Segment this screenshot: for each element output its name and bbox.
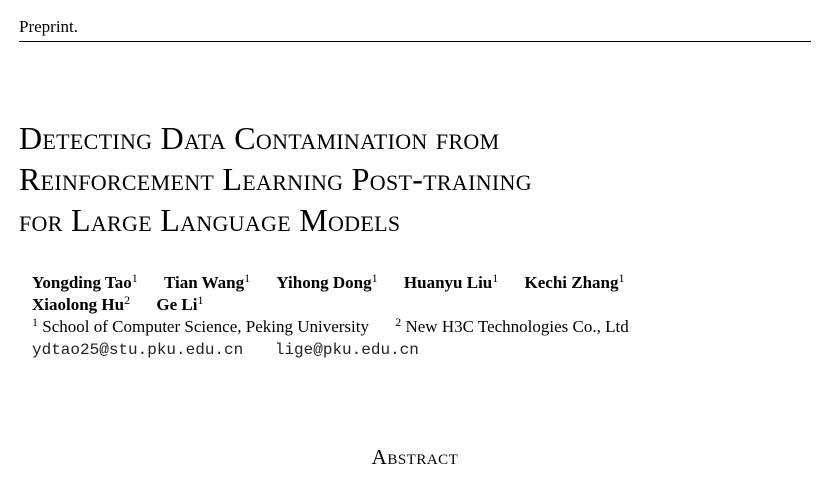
email-link[interactable]: lige@pku.edu.cn (274, 341, 419, 359)
affiliation (395, 317, 629, 336)
author-affil-mark: 1 (371, 271, 378, 285)
title-line-2: Reinforcement Learning Post-training (19, 161, 532, 197)
author-affil-mark: 1 (197, 293, 204, 307)
affiliation-text: School of Computer Science, Peking University (42, 317, 369, 336)
email-row (32, 338, 812, 362)
author-affil-mark: 1 (244, 271, 251, 285)
author-affil-mark: 1 (131, 271, 138, 285)
running-header: Preprint. (19, 17, 79, 36)
author-affil-mark: 1 (492, 271, 499, 285)
author-name: Xiaolong Hu (32, 295, 125, 314)
affiliation-number: 2 (395, 315, 402, 329)
author-affil-mark: 2 (124, 293, 131, 307)
author (164, 273, 250, 292)
author-affil-mark: 1 (618, 271, 625, 285)
author (32, 273, 138, 292)
affiliation-row (32, 316, 812, 338)
header-rule (19, 41, 811, 42)
paper-title (19, 118, 809, 241)
affiliation-number: 1 (32, 315, 38, 329)
author-name: Ge Li (156, 295, 198, 314)
title-line-3: for Large Language Models (19, 202, 401, 238)
author-name: Yihong Dong (276, 273, 372, 292)
author-row-2 (32, 294, 812, 316)
author (156, 295, 203, 314)
author (276, 273, 377, 292)
author-block (32, 272, 812, 362)
author-row-1 (32, 272, 812, 294)
affiliation-text: New H3C Technologies Co., Ltd (405, 317, 629, 336)
author (525, 273, 625, 292)
author-name: Yongding Tao (32, 273, 132, 292)
abstract-heading: Abstract (371, 445, 459, 469)
author-name: Huanyu Liu (403, 273, 493, 292)
author (404, 273, 498, 292)
author-name: Kechi Zhang (524, 273, 619, 292)
title-line-1: Detecting Data Contamination from (19, 120, 500, 156)
email-link[interactable]: ydtao25@stu.pku.edu.cn (32, 341, 244, 359)
author-name: Tian Wang (163, 273, 245, 292)
affiliation (32, 317, 369, 336)
author (32, 295, 130, 314)
